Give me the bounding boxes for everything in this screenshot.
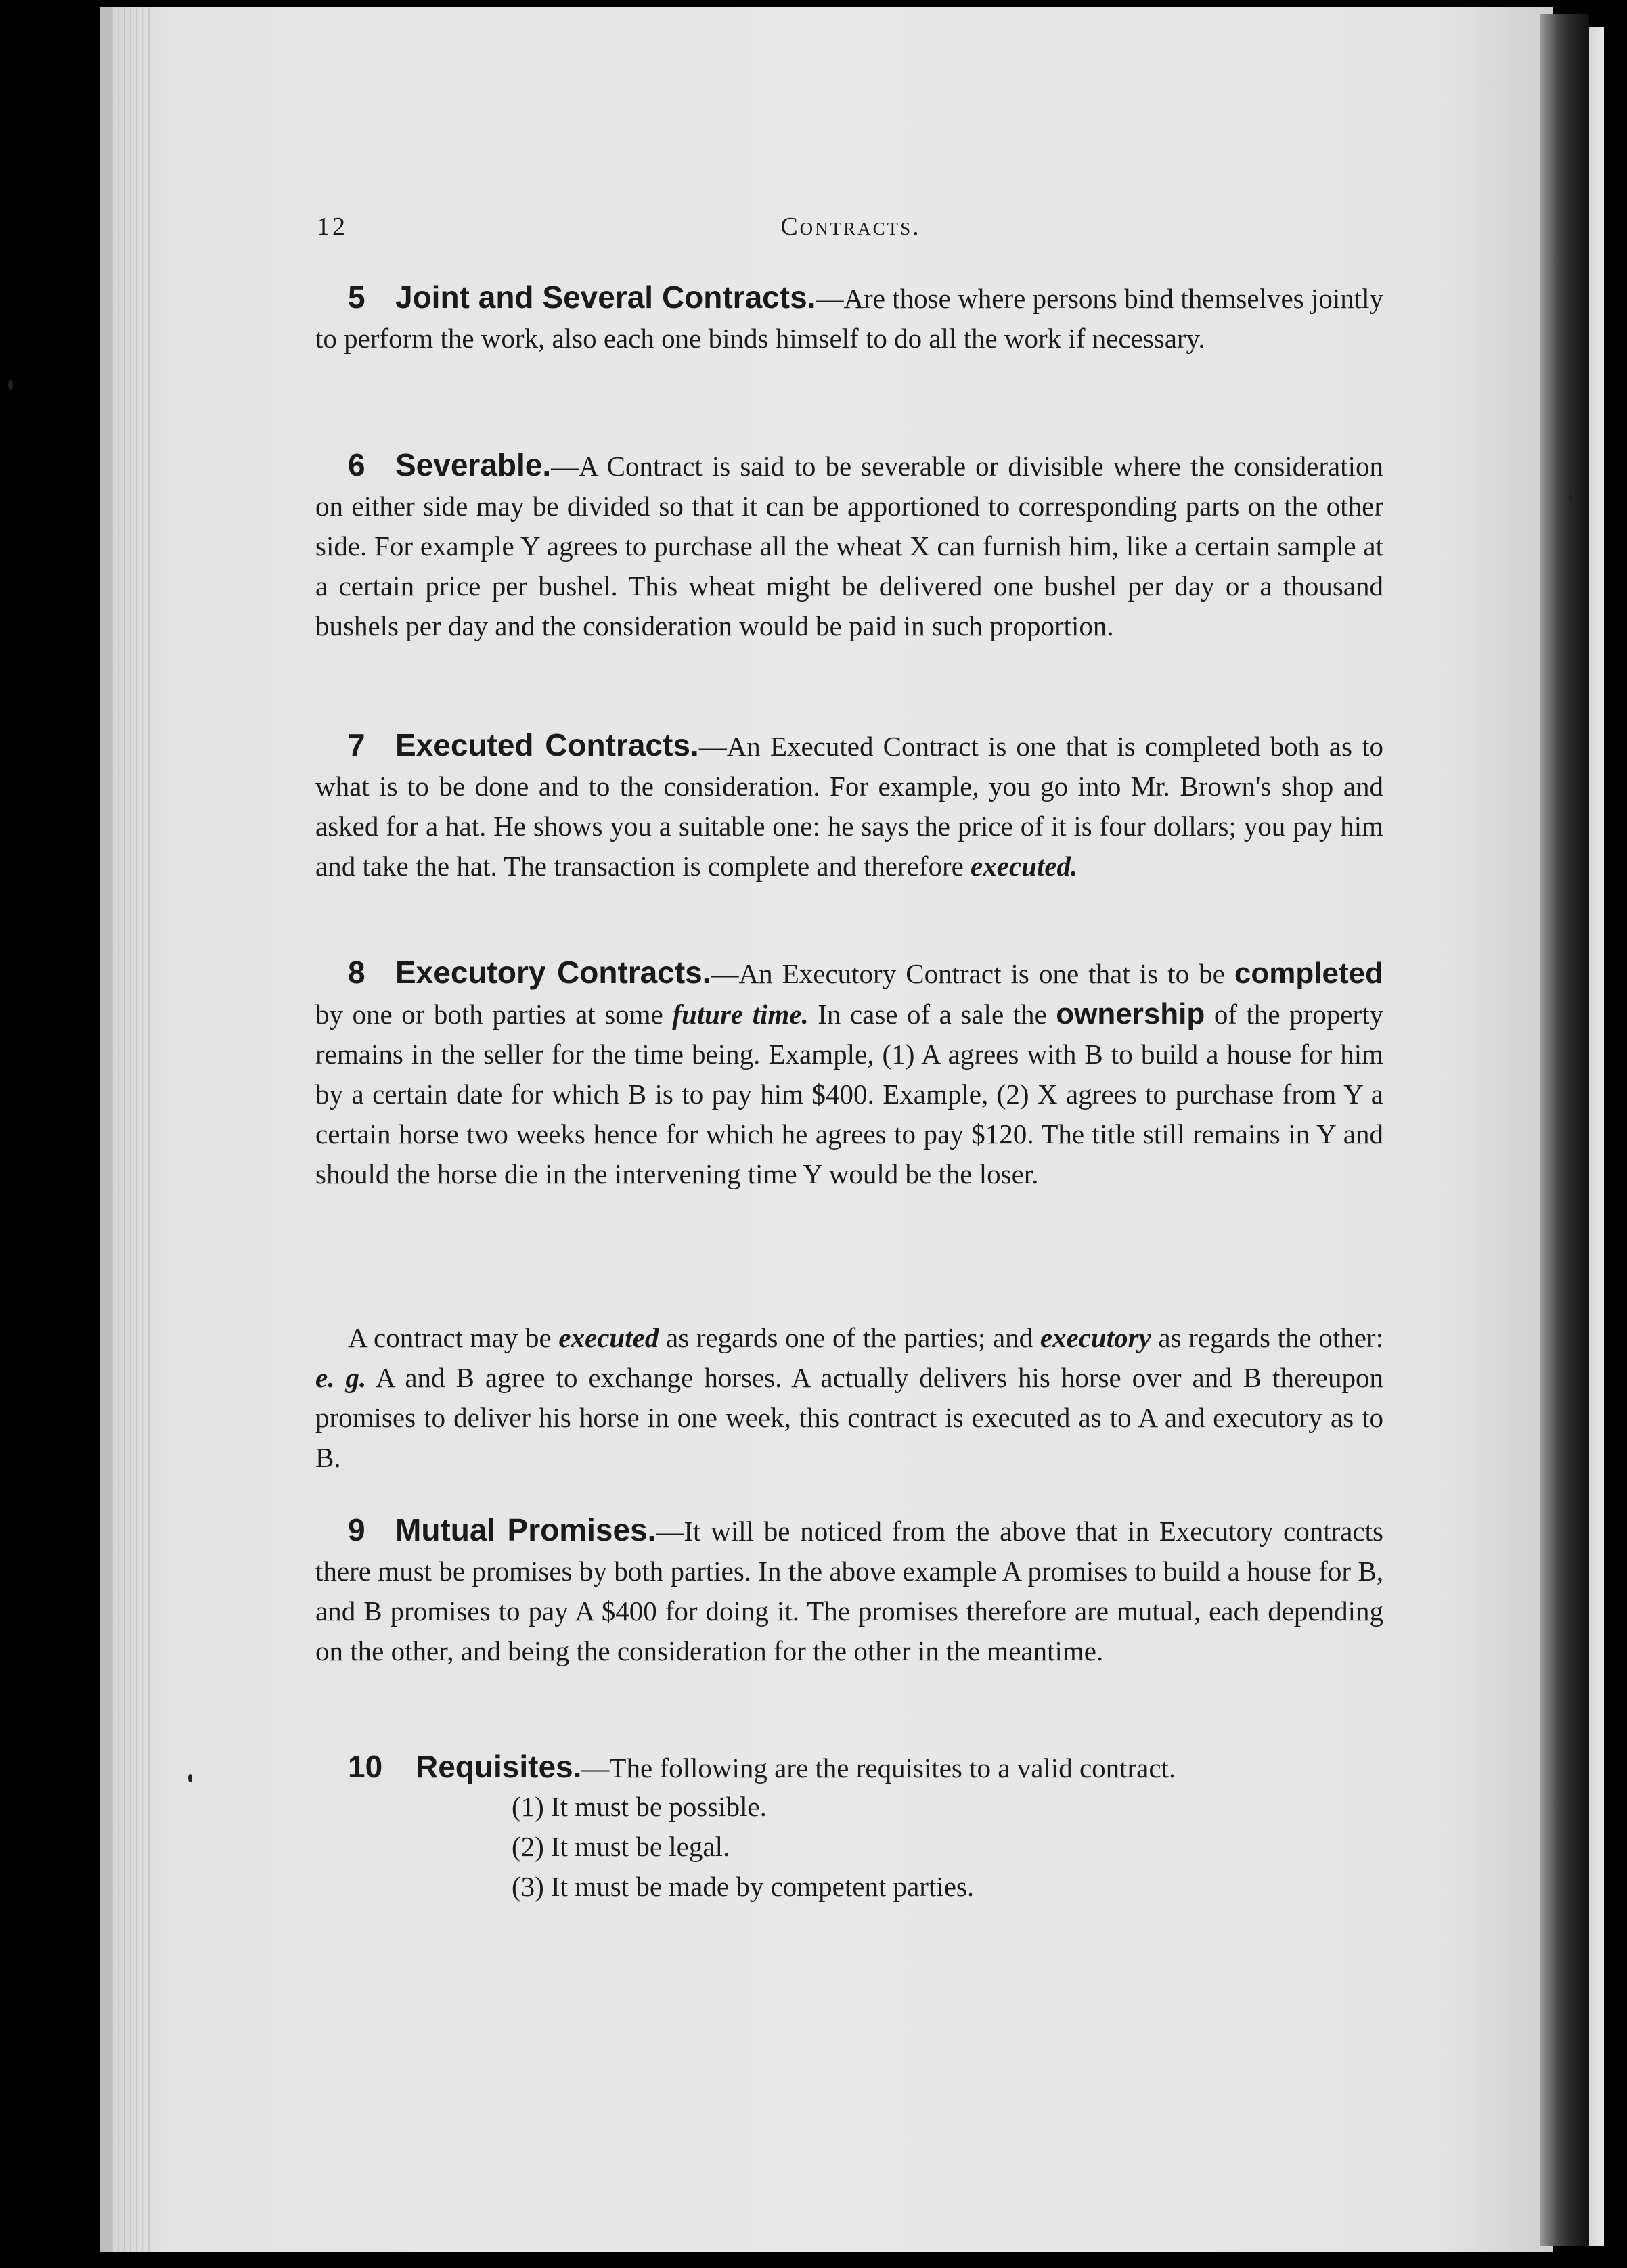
list-item: (1) It must be possible. bbox=[512, 1791, 767, 1822]
section-heading: Severable. bbox=[395, 447, 552, 482]
section-9 bbox=[315, 1510, 1383, 1671]
section-number: 7 bbox=[348, 727, 365, 763]
emphasis-executory: executory bbox=[1040, 1322, 1151, 1353]
note-body: A and B agree to exchange horses. A actually delivers his horse over and B thereupon promises to deliver his horse in one week, this contract is executed as to A and executory as to B. bbox=[315, 1362, 1384, 1473]
section-number: 5 bbox=[348, 279, 365, 315]
section-number: 8 bbox=[348, 955, 365, 990]
emphasis-executed: executed. bbox=[971, 850, 1078, 882]
page-header bbox=[317, 207, 1385, 248]
section-body: —An Executed Contract is one that is completed both as to what is to be done and to the consideration. For example, you go into Mr. Brown's shop and asked for a hat. He shows you a suitable one: he says the price of it is four dollars; you pay him and take the hat. The transaction is complete and therefore bbox=[315, 731, 1383, 882]
section-body: —An Executory Contract is one that is to be bbox=[711, 958, 1234, 989]
section-body: —The following are the requisites to a valid contract. bbox=[581, 1752, 1176, 1784]
section-number: 10 bbox=[348, 1749, 383, 1784]
note-body: as regards one of the parties; and bbox=[659, 1322, 1040, 1353]
section-heading: Joint and Several Contracts. bbox=[395, 279, 816, 315]
list-item: (3) It must be made by competent parties. bbox=[512, 1871, 975, 1902]
bold-completed: completed bbox=[1234, 957, 1383, 990]
page-number: 12 bbox=[317, 212, 348, 241]
section-body: —A Contract is said to be severable or divisible where the consideration on either side may be divided so that it can be apportioned to corresponding parts on the other side. For example Y agrees to purchase all the wheat X can furnish him, like a certain sample at a certain price per bushel. This wheat might be delivered one bushel per day or a thousand bushels per day and the consideration would be paid in such proportion. bbox=[315, 451, 1383, 641]
section-8 bbox=[315, 953, 1383, 1194]
bold-ownership: ownership bbox=[1056, 997, 1205, 1030]
section-heading: Requisites. bbox=[416, 1749, 582, 1784]
running-head: Contracts. bbox=[780, 212, 921, 241]
section-5 bbox=[315, 277, 1383, 359]
note-body: A contract may be bbox=[348, 1322, 559, 1353]
section-6 bbox=[315, 445, 1383, 646]
emphasis-eg: e. g. bbox=[315, 1362, 367, 1393]
section-heading: Executory Contracts. bbox=[395, 955, 711, 990]
list-item: (2) It must be legal. bbox=[512, 1831, 730, 1862]
emphasis-future-time: future time. bbox=[672, 999, 809, 1030]
section-body: by one or both parties at some bbox=[315, 999, 673, 1030]
section-body: —Are those where persons bind themselves jointly to perform the work, also each one binds himself to do all the work if necessary. bbox=[315, 283, 1383, 354]
section-body: —It will be noticed from the above that in Executory contracts there must be promises by both parties. In the above example A promises to build a house for B, and B promises to pay A $400 for doing it. The promises therefore are mutual, each depending on the other, and being the consideration for the other in the meantime. bbox=[315, 1516, 1383, 1666]
section-7 bbox=[315, 725, 1383, 886]
note-body: as regards the other: bbox=[1151, 1322, 1383, 1353]
section-heading: Mutual Promises. bbox=[395, 1512, 656, 1547]
section-number: 9 bbox=[348, 1512, 365, 1547]
section-number: 6 bbox=[348, 447, 365, 482]
section-heading: Executed Contracts. bbox=[395, 727, 699, 763]
requisites-list bbox=[512, 1787, 1324, 1907]
section-body: of the property remains in the seller for the time being. Example, (1) A agrees with B to build a house for him by a certain date for which B is to pay him $400. Example, (2) X agrees to purchase from Y a certain horse two weeks hence for which he agrees to pay $120. The title still remains in Y and should the horse die in the intervening time Y would be the loser. bbox=[315, 999, 1383, 1189]
section-10 bbox=[315, 1747, 1383, 1788]
section-8-note bbox=[315, 1318, 1383, 1478]
section-body: In case of a sale the bbox=[808, 999, 1056, 1030]
emphasis-executed: executed bbox=[558, 1322, 659, 1353]
